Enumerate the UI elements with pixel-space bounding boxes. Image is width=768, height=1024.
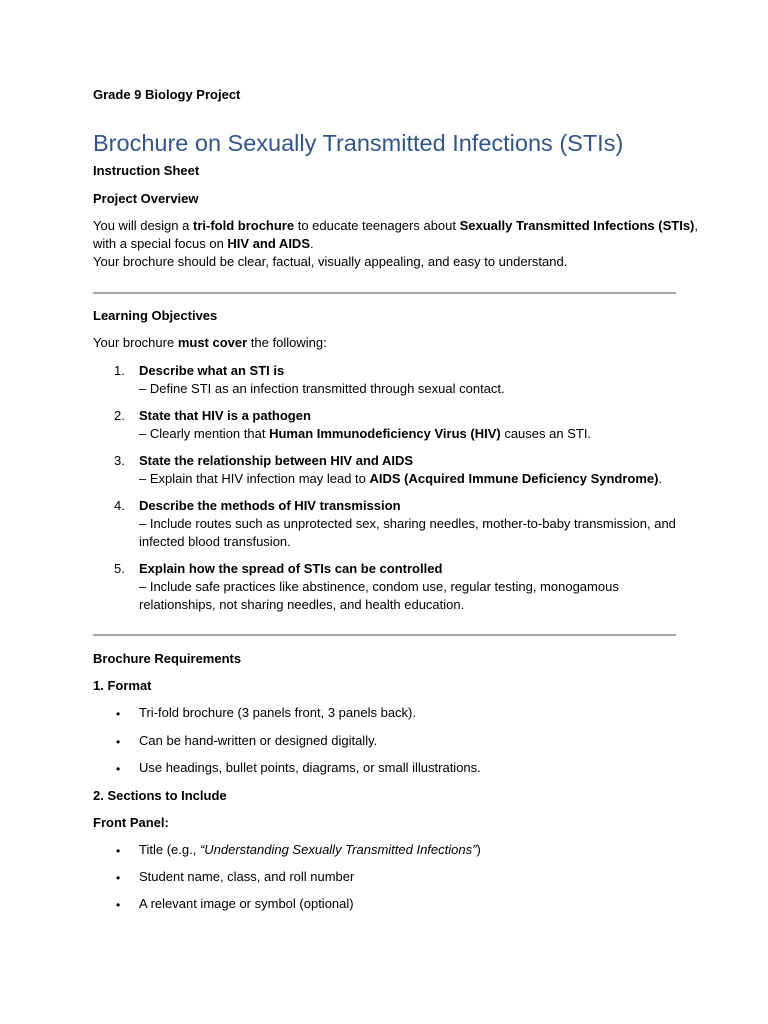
objective-title: State that HIV is a pathogen [139, 408, 311, 423]
objective-number: 3. [114, 453, 125, 468]
learning-objectives-heading: Learning Objectives [93, 308, 218, 323]
list-item: Tri-fold brochure (3 panels front, 3 panels back). [139, 705, 416, 720]
objective-item [139, 560, 680, 614]
list-item: Can be hand-written or designed digitally. [139, 733, 378, 748]
list-item: A relevant image or symbol (optional) [139, 896, 354, 911]
front-panel-heading: Front Panel: [93, 815, 169, 830]
list-item: Title (e.g., “Understanding Sexually Transmitted Infections”) [139, 842, 481, 857]
section-divider [93, 634, 676, 636]
objective-title: State the relationship between HIV and AIDS [139, 453, 414, 468]
objective-number: 5. [114, 561, 125, 576]
list-item: Use headings, bullet points, diagrams, or small illustrations. [139, 760, 481, 775]
bullet-icon: • [116, 707, 121, 721]
overview-paragraph-line-3: Your brochure should be clear, factual, visually appealing, and easy to understand. [93, 254, 568, 269]
page-title: Brochure on Sexually Transmitted Infections (STIs) [93, 130, 624, 156]
list-item: Student name, class, and roll number [139, 869, 355, 884]
section-divider [93, 292, 676, 294]
document-header: Grade 9 Biology Project [93, 87, 241, 102]
objective-title: Explain how the spread of STIs can be controlled [139, 561, 443, 576]
objective-item [139, 497, 680, 551]
objectives-intro: Your brochure must cover the following: [93, 335, 327, 350]
objective-title: Describe the methods of HIV transmission [139, 498, 401, 513]
bullet-icon: • [116, 735, 121, 749]
objective-title: Describe what an STI is [139, 363, 285, 378]
objective-detail: relationships, not sharing needles, and health education. [139, 597, 465, 612]
overview-paragraph-line-1: You will design a tri-fold brochure to educate teenagers about Sexually Transmitted Infections (STIs), [93, 218, 699, 233]
objective-item [139, 362, 680, 398]
format-heading: 1. Format [93, 678, 152, 693]
bullet-icon: • [116, 762, 121, 776]
brochure-requirements-heading: Brochure Requirements [93, 651, 242, 666]
objective-detail: – Include routes such as unprotected sex, sharing needles, mother-to-baby transmission, and [139, 516, 676, 531]
project-overview-heading: Project Overview [93, 191, 199, 206]
instruction-sheet-label: Instruction Sheet [93, 163, 200, 178]
objective-number: 1. [114, 363, 125, 378]
objective-detail: – Clearly mention that Human Immunodeficiency Virus (HIV) causes an STI. [139, 426, 592, 441]
objective-detail: infected blood transfusion. [139, 534, 291, 549]
bullet-icon: • [116, 898, 121, 912]
objective-detail: – Define STI as an infection transmitted through sexual contact. [139, 381, 505, 396]
objective-item [139, 452, 680, 488]
objective-item [139, 407, 680, 443]
bullet-icon: • [116, 871, 121, 885]
objective-detail: – Include safe practices like abstinence, condom use, regular testing, monogamous [139, 579, 619, 594]
overview-paragraph-line-2: with a special focus on HIV and AIDS. [93, 236, 314, 251]
sections-heading: 2. Sections to Include [93, 788, 227, 803]
objective-number: 2. [114, 408, 125, 423]
objective-detail: – Explain that HIV infection may lead to AIDS (Acquired Immune Deficiency Syndrome). [139, 471, 663, 486]
bullet-icon: • [116, 844, 121, 858]
objective-number: 4. [114, 498, 125, 513]
